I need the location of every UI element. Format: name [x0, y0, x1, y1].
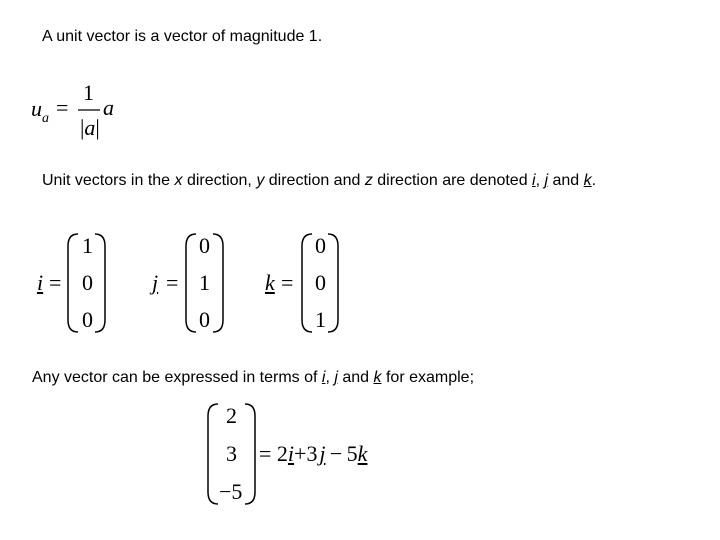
component-2: 1 [199, 270, 210, 295]
component-1: 2 [226, 403, 237, 428]
formula-lhs: $u_a$ [31, 96, 49, 126]
definition-text: A unit vector is a vector of magnitude 1. [42, 28, 323, 45]
right-paren [211, 232, 225, 334]
left-paren [184, 232, 198, 334]
component-2: 0 [315, 270, 326, 295]
formula-equals: = [56, 95, 69, 120]
component-3: 1 [315, 307, 326, 332]
component-3: −5 [219, 479, 243, 504]
left-paren [206, 402, 220, 506]
example-description-text: Any vector can be expressed in terms of i, j and k for example; [32, 369, 475, 386]
left-paren [66, 232, 80, 334]
vector-name-j: j [152, 270, 159, 295]
basis-description-text: Unit vectors in the x direction, y direction and z direction are denoted i, j and k. [42, 172, 597, 189]
component-3: 0 [82, 307, 93, 332]
fraction-bar [78, 109, 102, 111]
right-paren [326, 232, 340, 334]
vector-name-i: i [37, 270, 44, 295]
vector-name-k: k [265, 270, 275, 295]
left-paren [300, 232, 314, 334]
formula-rhs: a [103, 95, 114, 120]
component-2: 0 [82, 270, 93, 295]
component-1: 0 [315, 233, 326, 258]
right-paren [243, 402, 257, 506]
equals-sign: = [166, 270, 179, 295]
component-2: 3 [226, 441, 237, 466]
equals-sign: = [49, 270, 62, 295]
component-1: 0 [199, 233, 210, 258]
component-3: 0 [199, 307, 210, 332]
component-1: 1 [82, 233, 93, 258]
formula-numerator: 1 [83, 80, 94, 105]
equals-sign: = [281, 270, 294, 295]
right-paren [93, 232, 107, 334]
formula-denominator: |a| [80, 115, 100, 140]
example-expression: = 2i+3 j − 5k [259, 441, 368, 466]
